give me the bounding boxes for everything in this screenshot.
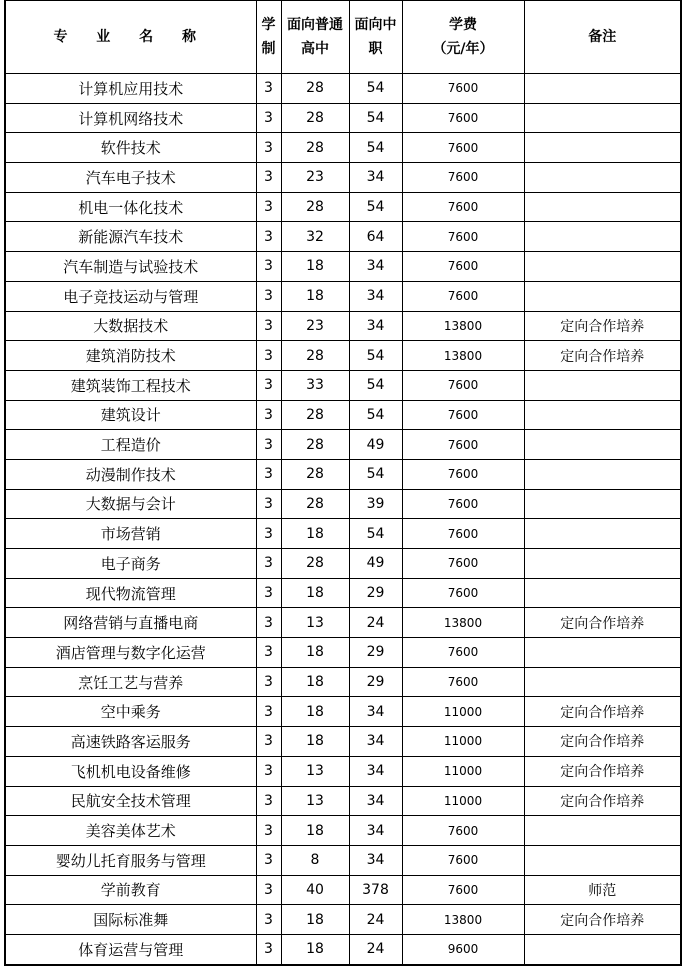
cell-note [524, 222, 681, 252]
cell-zhongzhi-quota: 34 [349, 311, 402, 341]
table-row [5, 786, 681, 816]
cell-gaozhong-quota: 18 [281, 281, 349, 311]
cell-fee: 7600 [402, 549, 524, 579]
cell-gaozhong-quota: 28 [281, 459, 349, 489]
cell-note: 定向合作培养 [524, 341, 681, 371]
cell-gaozhong-quota: 28 [281, 192, 349, 222]
cell-fee: 7600 [402, 875, 524, 905]
cell-zhongzhi-quota: 54 [349, 103, 402, 133]
cell-note [524, 845, 681, 875]
table-row [5, 578, 681, 608]
cell-fee: 13800 [402, 608, 524, 638]
cell-zhongzhi-quota: 49 [349, 549, 402, 579]
cell-major-name: 汽车制造与试验技术 [5, 252, 256, 282]
majors-table [4, 0, 682, 966]
cell-gaozhong-quota: 28 [281, 341, 349, 371]
table-row [5, 608, 681, 638]
cell-major-name: 计算机网络技术 [5, 103, 256, 133]
cell-note [524, 133, 681, 163]
cell-note [524, 519, 681, 549]
cell-gaozhong-quota: 18 [281, 519, 349, 549]
cell-fee: 7600 [402, 163, 524, 193]
cell-note: 定向合作培养 [524, 697, 681, 727]
cell-fee: 11000 [402, 786, 524, 816]
cell-major-name: 软件技术 [5, 133, 256, 163]
table-row [5, 370, 681, 400]
cell-major-name: 建筑装饰工程技术 [5, 370, 256, 400]
cell-gaozhong-quota: 28 [281, 549, 349, 579]
table-row [5, 281, 681, 311]
table-header [5, 1, 681, 74]
cell-years: 3 [256, 756, 281, 786]
header-zhongzhi: 面向中职 [349, 1, 402, 74]
cell-zhongzhi-quota: 34 [349, 252, 402, 282]
cell-zhongzhi-quota: 24 [349, 608, 402, 638]
table-row [5, 905, 681, 935]
cell-years: 3 [256, 667, 281, 697]
table-row [5, 222, 681, 252]
cell-zhongzhi-quota: 29 [349, 667, 402, 697]
cell-fee: 7600 [402, 638, 524, 668]
table-row [5, 311, 681, 341]
cell-fee: 7600 [402, 816, 524, 846]
cell-fee: 7600 [402, 459, 524, 489]
cell-gaozhong-quota: 28 [281, 400, 349, 430]
cell-zhongzhi-quota: 39 [349, 489, 402, 519]
cell-major-name: 新能源汽车技术 [5, 222, 256, 252]
cell-zhongzhi-quota: 54 [349, 133, 402, 163]
cell-years: 3 [256, 103, 281, 133]
cell-gaozhong-quota: 28 [281, 489, 349, 519]
cell-gaozhong-quota: 18 [281, 252, 349, 282]
cell-gaozhong-quota: 23 [281, 163, 349, 193]
cell-zhongzhi-quota: 54 [349, 74, 402, 104]
cell-zhongzhi-quota: 34 [349, 845, 402, 875]
cell-fee: 7600 [402, 103, 524, 133]
cell-major-name: 学前教育 [5, 875, 256, 905]
cell-gaozhong-quota: 18 [281, 578, 349, 608]
table-row [5, 756, 681, 786]
table-row [5, 638, 681, 668]
table-row [5, 697, 681, 727]
header-fee-unit: （元/年） [432, 41, 494, 57]
cell-major-name: 网络营销与直播电商 [5, 608, 256, 638]
cell-note [524, 459, 681, 489]
cell-gaozhong-quota: 32 [281, 222, 349, 252]
cell-major-name: 建筑消防技术 [5, 341, 256, 371]
cell-gaozhong-quota: 13 [281, 608, 349, 638]
table-row [5, 163, 681, 193]
cell-years: 3 [256, 786, 281, 816]
cell-zhongzhi-quota: 34 [349, 281, 402, 311]
cell-years: 3 [256, 222, 281, 252]
cell-zhongzhi-quota: 54 [349, 370, 402, 400]
cell-fee: 7600 [402, 281, 524, 311]
cell-zhongzhi-quota: 24 [349, 905, 402, 935]
cell-note [524, 430, 681, 460]
cell-gaozhong-quota: 13 [281, 786, 349, 816]
cell-fee: 7600 [402, 430, 524, 460]
cell-note [524, 667, 681, 697]
header-fee-label: 学费 [449, 17, 477, 33]
cell-zhongzhi-quota: 24 [349, 934, 402, 964]
cell-major-name: 体育运营与管理 [5, 934, 256, 964]
cell-note [524, 934, 681, 964]
cell-note: 定向合作培养 [524, 608, 681, 638]
cell-zhongzhi-quota: 29 [349, 638, 402, 668]
table-row [5, 459, 681, 489]
cell-zhongzhi-quota: 34 [349, 816, 402, 846]
cell-years: 3 [256, 459, 281, 489]
cell-zhongzhi-quota: 64 [349, 222, 402, 252]
cell-zhongzhi-quota: 54 [349, 192, 402, 222]
cell-years: 3 [256, 638, 281, 668]
cell-major-name: 电子商务 [5, 549, 256, 579]
table-row [5, 430, 681, 460]
cell-note: 定向合作培养 [524, 727, 681, 757]
cell-fee: 7600 [402, 489, 524, 519]
table-row [5, 74, 681, 104]
table-row [5, 519, 681, 549]
cell-major-name: 民航安全技术管理 [5, 786, 256, 816]
table-row [5, 816, 681, 846]
cell-major-name: 建筑设计 [5, 400, 256, 430]
cell-gaozhong-quota: 23 [281, 311, 349, 341]
cell-major-name: 市场营销 [5, 519, 256, 549]
cell-zhongzhi-quota: 34 [349, 756, 402, 786]
cell-major-name: 大数据与会计 [5, 489, 256, 519]
cell-gaozhong-quota: 33 [281, 370, 349, 400]
cell-zhongzhi-quota: 49 [349, 430, 402, 460]
cell-years: 3 [256, 697, 281, 727]
table-row [5, 341, 681, 371]
cell-gaozhong-quota: 18 [281, 727, 349, 757]
cell-years: 3 [256, 281, 281, 311]
header-years: 学制 [256, 1, 281, 74]
table-row [5, 667, 681, 697]
cell-fee: 7600 [402, 578, 524, 608]
cell-years: 3 [256, 519, 281, 549]
table-row [5, 934, 681, 964]
cell-fee: 7600 [402, 667, 524, 697]
cell-note [524, 370, 681, 400]
cell-note [524, 74, 681, 104]
cell-note [524, 400, 681, 430]
cell-fee: 9600 [402, 934, 524, 964]
cell-fee: 7600 [402, 74, 524, 104]
header-gaozhong: 面向普通高中 [281, 1, 349, 74]
cell-gaozhong-quota: 28 [281, 103, 349, 133]
cell-major-name: 电子竞技运动与管理 [5, 281, 256, 311]
cell-years: 3 [256, 905, 281, 935]
cell-years: 3 [256, 816, 281, 846]
cell-fee: 7600 [402, 222, 524, 252]
table-row [5, 103, 681, 133]
cell-gaozhong-quota: 28 [281, 430, 349, 460]
cell-fee: 7600 [402, 252, 524, 282]
cell-zhongzhi-quota: 34 [349, 163, 402, 193]
cell-zhongzhi-quota: 34 [349, 727, 402, 757]
cell-zhongzhi-quota: 378 [349, 875, 402, 905]
cell-years: 3 [256, 311, 281, 341]
cell-fee: 11000 [402, 756, 524, 786]
cell-fee: 11000 [402, 727, 524, 757]
cell-years: 3 [256, 400, 281, 430]
header-fee [402, 1, 524, 74]
cell-years: 3 [256, 133, 281, 163]
cell-fee: 13800 [402, 311, 524, 341]
cell-years: 3 [256, 549, 281, 579]
table-row [5, 192, 681, 222]
cell-note [524, 638, 681, 668]
cell-gaozhong-quota: 18 [281, 697, 349, 727]
table-row [5, 489, 681, 519]
cell-years: 3 [256, 489, 281, 519]
cell-fee: 7600 [402, 845, 524, 875]
cell-zhongzhi-quota: 54 [349, 341, 402, 371]
table-row [5, 549, 681, 579]
cell-note [524, 281, 681, 311]
cell-fee: 11000 [402, 697, 524, 727]
cell-zhongzhi-quota: 29 [349, 578, 402, 608]
cell-note [524, 816, 681, 846]
cell-major-name: 动漫制作技术 [5, 459, 256, 489]
cell-major-name: 计算机应用技术 [5, 74, 256, 104]
cell-major-name: 烹饪工艺与营养 [5, 667, 256, 697]
cell-fee: 13800 [402, 905, 524, 935]
cell-gaozhong-quota: 13 [281, 756, 349, 786]
header-name [5, 1, 256, 74]
cell-gaozhong-quota: 18 [281, 667, 349, 697]
cell-note [524, 252, 681, 282]
header-row [5, 1, 681, 74]
cell-years: 3 [256, 341, 281, 371]
cell-major-name: 空中乘务 [5, 697, 256, 727]
cell-gaozhong-quota: 18 [281, 816, 349, 846]
header-note: 备注 [524, 1, 681, 74]
cell-major-name: 高速铁路客运服务 [5, 727, 256, 757]
cell-gaozhong-quota: 28 [281, 74, 349, 104]
cell-zhongzhi-quota: 54 [349, 519, 402, 549]
cell-note [524, 489, 681, 519]
cell-fee: 7600 [402, 519, 524, 549]
table-row [5, 845, 681, 875]
cell-years: 3 [256, 578, 281, 608]
cell-major-name: 美容美体艺术 [5, 816, 256, 846]
cell-years: 3 [256, 608, 281, 638]
cell-fee: 7600 [402, 400, 524, 430]
cell-gaozhong-quota: 18 [281, 905, 349, 935]
cell-years: 3 [256, 875, 281, 905]
cell-zhongzhi-quota: 34 [349, 786, 402, 816]
table-row [5, 400, 681, 430]
cell-gaozhong-quota: 8 [281, 845, 349, 875]
cell-note [524, 103, 681, 133]
cell-note: 定向合作培养 [524, 905, 681, 935]
cell-years: 3 [256, 934, 281, 964]
cell-gaozhong-quota: 28 [281, 133, 349, 163]
cell-gaozhong-quota: 18 [281, 638, 349, 668]
cell-major-name: 飞机机电设备维修 [5, 756, 256, 786]
cell-note [524, 192, 681, 222]
cell-major-name: 现代物流管理 [5, 578, 256, 608]
cell-fee: 7600 [402, 133, 524, 163]
cell-years: 3 [256, 845, 281, 875]
cell-fee: 7600 [402, 192, 524, 222]
cell-note: 定向合作培养 [524, 756, 681, 786]
cell-major-name: 工程造价 [5, 430, 256, 460]
cell-gaozhong-quota: 40 [281, 875, 349, 905]
cell-major-name: 大数据技术 [5, 311, 256, 341]
cell-years: 3 [256, 430, 281, 460]
cell-note: 定向合作培养 [524, 311, 681, 341]
cell-major-name: 婴幼儿托育服务与管理 [5, 845, 256, 875]
table-body [5, 74, 681, 965]
cell-zhongzhi-quota: 54 [349, 459, 402, 489]
cell-fee: 7600 [402, 370, 524, 400]
cell-note [524, 163, 681, 193]
cell-zhongzhi-quota: 34 [349, 697, 402, 727]
cell-years: 3 [256, 74, 281, 104]
cell-years: 3 [256, 192, 281, 222]
cell-major-name: 机电一体化技术 [5, 192, 256, 222]
cell-note [524, 549, 681, 579]
cell-fee: 13800 [402, 341, 524, 371]
cell-major-name: 汽车电子技术 [5, 163, 256, 193]
cell-years: 3 [256, 370, 281, 400]
cell-note [524, 578, 681, 608]
cell-note: 定向合作培养 [524, 786, 681, 816]
cell-years: 3 [256, 727, 281, 757]
cell-note: 师范 [524, 875, 681, 905]
cell-zhongzhi-quota: 54 [349, 400, 402, 430]
header-name-label: 专 业 名 称 [53, 29, 209, 45]
cell-gaozhong-quota: 18 [281, 934, 349, 964]
cell-years: 3 [256, 252, 281, 282]
table-row [5, 252, 681, 282]
table-row [5, 727, 681, 757]
cell-major-name: 国际标准舞 [5, 905, 256, 935]
cell-years: 3 [256, 163, 281, 193]
cell-major-name: 酒店管理与数字化运营 [5, 638, 256, 668]
table-row [5, 875, 681, 905]
table-row [5, 133, 681, 163]
